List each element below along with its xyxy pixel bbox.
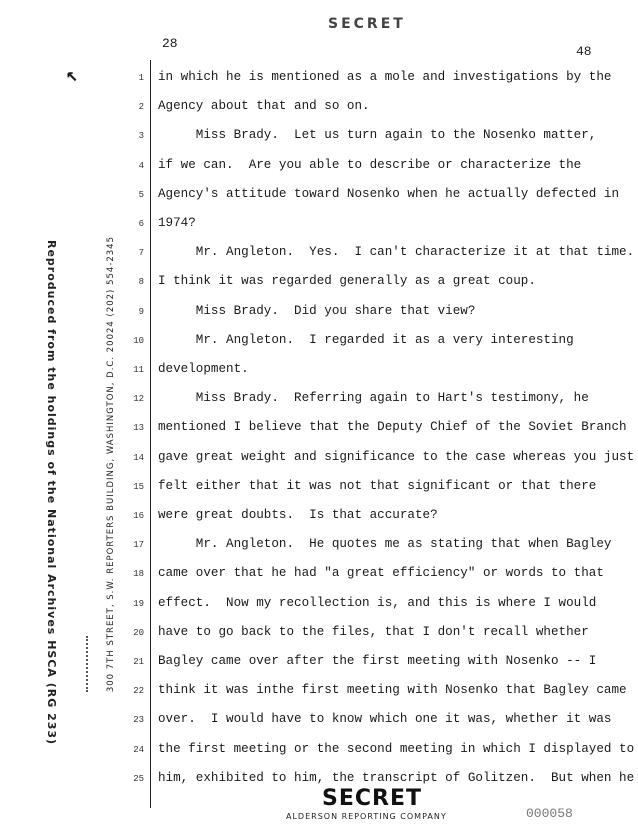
line-text: think it was inthe first meeting with Nosenko that Bagley came	[158, 683, 627, 698]
line-number: 18	[133, 569, 144, 580]
line-text: him, exhibited to him, the transcript of Golitzen. But when he	[158, 770, 635, 785]
line-number: 25	[133, 773, 144, 784]
transcript-line	[132, 70, 632, 90]
transcript-line	[132, 712, 632, 732]
transcript-line	[132, 128, 632, 148]
transcript-line	[132, 625, 632, 645]
line-number: 22	[133, 686, 144, 697]
line-number: 19	[133, 598, 144, 609]
line-number: 9	[138, 306, 144, 317]
line-text: effect. Now my recollection is, and this is where I would	[158, 595, 597, 610]
transcript-line	[132, 362, 632, 382]
transcript-line	[132, 537, 632, 557]
transcript-line	[132, 304, 632, 324]
line-number: 4	[138, 160, 144, 171]
line-number: 6	[138, 219, 144, 229]
line-number: 11	[133, 365, 144, 375]
line-text: 1974?	[158, 216, 196, 230]
transcript-line	[132, 596, 632, 616]
archive-note: Reproduced from the holdings of the National Archives HSCA (RG 233)	[45, 240, 58, 746]
transcript-line	[132, 741, 635, 762]
line-text: Miss Brady. Did you share that view?	[158, 303, 476, 318]
line-text: in which he is mentioned as a mole and investigations by the	[158, 70, 612, 84]
reporter-address: 300 7TH STREET, S.W. REPORTERS BUILDING, WASHINGTON, D.C. 20024 (202) 554-2345	[106, 236, 116, 693]
line-number: 7	[138, 248, 144, 259]
reporting-company: ALDERSON REPORTING COMPANY	[286, 812, 447, 821]
line-text: I think it was regarded generally as a great coup.	[158, 274, 536, 289]
line-text: the first meeting or the second meeting in which I displayed to	[158, 741, 635, 756]
transcript-line	[132, 566, 632, 586]
transcript-line	[132, 333, 632, 353]
document-stamp-number: 000058	[526, 806, 573, 821]
line-text: Mr. Angleton. I regarded it as a very interesting	[158, 332, 574, 347]
line-number: 2	[138, 102, 144, 113]
transcript-line	[132, 391, 632, 411]
page-number-left: 28	[162, 36, 178, 51]
line-text: felt either that it was not that significant or that there	[158, 478, 597, 493]
line-number: 16	[133, 511, 144, 521]
line-number: 15	[133, 481, 144, 492]
line-number: 10	[133, 335, 144, 346]
line-text: Agency's attitude toward Nosenko when he actually defected in	[158, 186, 620, 201]
line-text: Mr. Angleton. He quotes me as stating that when Bagley	[158, 537, 612, 552]
line-number: 5	[138, 189, 144, 200]
line-text: were great doubts. Is that accurate?	[158, 508, 438, 522]
transcript-line	[132, 158, 632, 178]
transcript-line	[132, 683, 632, 703]
line-text: came over that he had "a great efficiency" or words to that	[158, 566, 604, 581]
line-text: Miss Brady. Let us turn again to the Nosenko matter,	[158, 128, 597, 143]
footer-classification-stamp: SECRET	[322, 786, 422, 811]
transcript-line	[132, 420, 632, 440]
handwritten-scribble	[86, 636, 112, 692]
line-number: 3	[138, 131, 144, 142]
line-text: Agency about that and so on.	[158, 99, 370, 114]
transcript-line	[132, 245, 635, 265]
line-text: development.	[158, 362, 249, 376]
line-number: 23	[133, 715, 144, 726]
line-text: Bagley came over after the first meeting with Nosenko -- I	[158, 654, 597, 668]
top-classification-mark: SECRET	[328, 16, 406, 32]
transcript-line	[132, 274, 632, 294]
transcript-line	[132, 187, 632, 207]
line-text: Mr. Angleton. Yes. I can't characterize it at that time.	[158, 245, 635, 260]
line-text: gave great weight and significance to the case whereas you just	[158, 449, 635, 464]
transcript-line	[132, 99, 632, 119]
line-number: 21	[133, 657, 144, 667]
line-number: 24	[133, 744, 144, 755]
line-text: over. I would have to know which one it was, whether it was	[158, 712, 612, 727]
line-number: 8	[138, 277, 144, 288]
transcript-line	[132, 654, 632, 674]
transcript-line	[132, 479, 632, 499]
transcript-line	[132, 216, 632, 236]
transcript-line	[132, 449, 635, 470]
page-number-right: 48	[576, 44, 592, 59]
line-number: 20	[133, 627, 144, 638]
handwritten-mark: ↖	[66, 65, 79, 88]
line-text: have to go back to the files, that I don't recall whether	[158, 624, 589, 639]
line-number: 17	[133, 540, 144, 551]
line-text: mentioned I believe that the Deputy Chief of the Soviet Branch	[158, 420, 627, 435]
line-number: 12	[133, 394, 144, 405]
transcript-line	[132, 508, 632, 528]
line-number: 14	[133, 452, 144, 463]
line-text: if we can. Are you able to describe or characterize the	[158, 157, 582, 172]
line-number: 1	[138, 73, 144, 83]
line-number: 13	[133, 423, 144, 434]
line-text: Miss Brady. Referring again to Hart's testimony, he	[158, 391, 589, 406]
